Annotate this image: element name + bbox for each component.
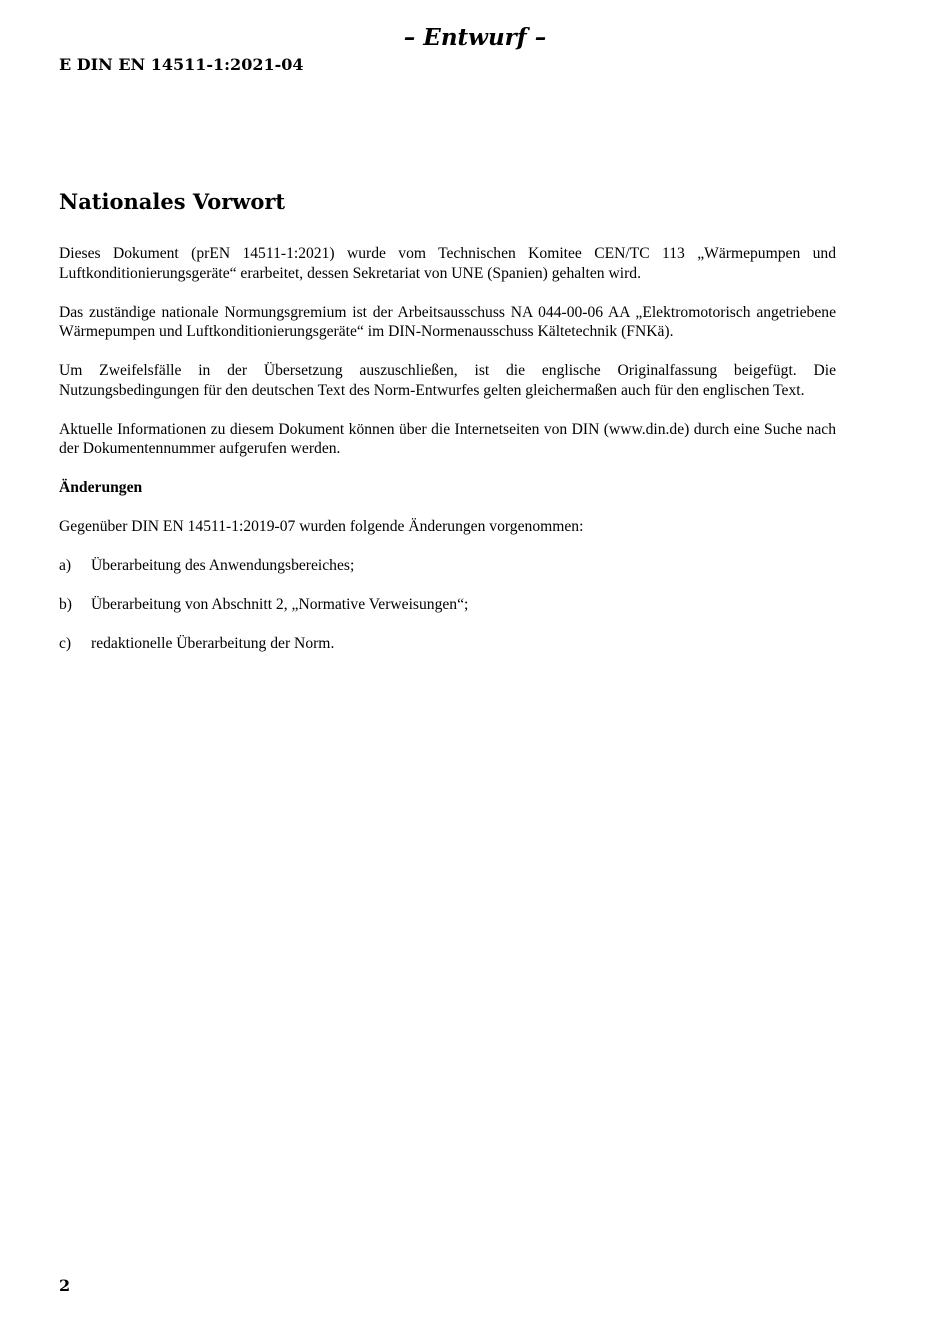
list-text: redaktionelle Überarbeitung der Norm. [91, 635, 335, 652]
list-marker: a) [59, 557, 72, 574]
section-title: Nationales Vorwort [59, 189, 286, 214]
list-marker: b) [59, 596, 72, 613]
list-text: Überarbeitung von Abschnitt 2, „Normative Verweisungen“; [91, 596, 469, 613]
main-content [59, 186, 836, 673]
changes-list [59, 556, 836, 654]
page-number: 2 [59, 1276, 71, 1295]
draft-label: – Entwurf – [403, 24, 547, 51]
paragraph-translation: Um Zweifelsfälle in der Übersetzung auszuschließen, ist die englische Originalfassung beigefügt. Die Nutzungsbedingungen für den deutschen Text des Norm-Entwurfes gelten gleichermaßen auch für den englischen Text. [59, 362, 836, 399]
list-item [59, 634, 836, 654]
list-item [59, 556, 836, 576]
paragraph-information: Aktuelle Informationen zu diesem Dokument können über die Internetseiten von DIN (www.din.de) durch eine Suche nach der Dokumentennummer aufgerufen werden. [59, 420, 836, 457]
paragraph-committee: Dieses Dokument (prEN 14511-1:2021) wurde vom Technischen Komitee CEN/TC 113 „Wärmepumpen und Luftkonditionierungsgeräte“ erarbeitet, dessen Sekretariat von UNE (Spanien) gehalten wird. [59, 245, 836, 282]
document-id: E DIN EN 14511-1:2021-04 [59, 55, 304, 74]
list-marker: c) [59, 635, 72, 652]
changes-intro: Gegenüber DIN EN 14511-1:2019-07 wurden folgende Änderungen vorgenommen: [59, 518, 584, 535]
changes-title: Änderungen [59, 479, 143, 496]
paragraph-national-body: Das zuständige nationale Normungsgremium ist der Arbeitsausschuss NA 044-00-06 AA „Elektromotorisch angetriebene Wärmepumpen und Luftkonditionierungsgeräte“ im DIN-Normenausschuss Kältetechnik (FNKä). [59, 303, 836, 340]
list-item [59, 595, 836, 615]
list-text: Überarbeitung des Anwendungsbereiches; [91, 557, 355, 574]
